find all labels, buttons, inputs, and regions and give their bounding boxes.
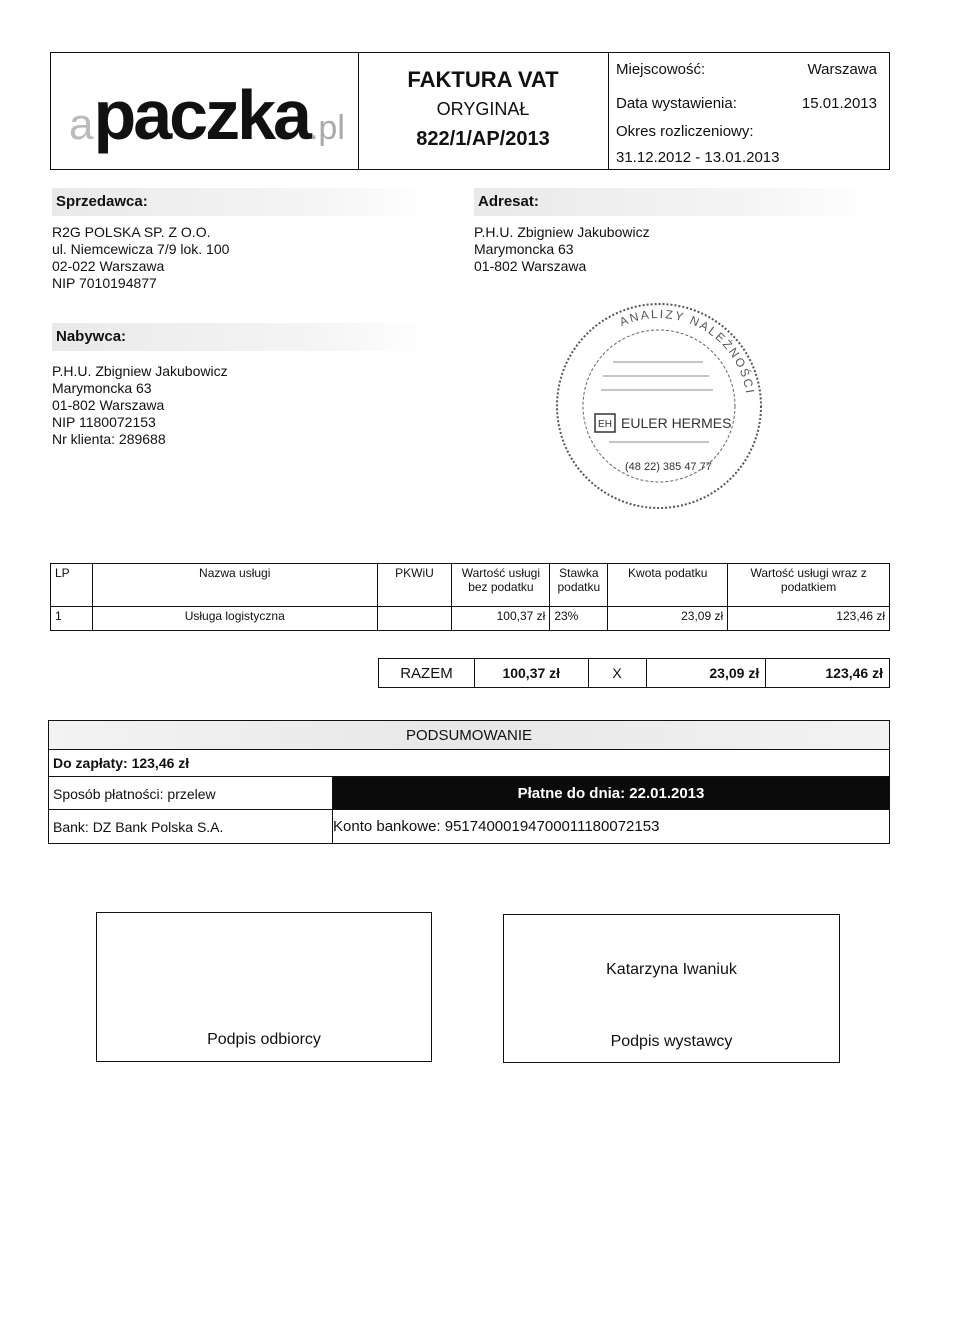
- paczka-logo: apaczka.pl: [69, 76, 345, 154]
- totals-rate: X: [588, 659, 646, 688]
- bank-name: Bank: DZ Bank Polska S.A.: [53, 819, 224, 835]
- seller-line: 02-022 Warszawa: [52, 258, 165, 274]
- seller-line: R2G POLSKA SP. Z O.O.: [52, 224, 211, 240]
- due-date-banner: [332, 777, 889, 809]
- svg-text:ANALIZY NALEŻNOŚCI: [617, 307, 757, 396]
- col-header-gross: Wartość usługi wraz z podatkiem: [728, 564, 890, 607]
- col-header-name: Nazwa usługi: [92, 564, 377, 607]
- stamp-ring-text: ANALIZY NALEŻNOŚCI: [617, 306, 758, 396]
- buyer-line: Marymoncka 63: [52, 380, 152, 396]
- items-header-row: [51, 564, 890, 607]
- addressee-line: P.H.U. Zbigniew Jakubowicz: [474, 224, 650, 240]
- totals-tax: 23,09 zł: [646, 659, 766, 688]
- buyer-label: Nabywca:: [52, 323, 432, 351]
- to-pay-amount: Do zapłaty: 123,46 zł: [53, 755, 190, 771]
- seller-line: NIP 7010194877: [52, 275, 157, 291]
- receiver-signature-box: [96, 912, 432, 1062]
- summary-grid: [48, 749, 890, 844]
- stamp-phone: (48 22) 385 47 77: [625, 461, 712, 473]
- cell-tax: 23,09 zł: [608, 607, 728, 631]
- seller-address: [52, 224, 432, 292]
- to-pay-row: [48, 749, 890, 777]
- logo-cell: [51, 53, 359, 169]
- buyer-block: [52, 323, 432, 448]
- issuer-name: Katarzyna Iwaniuk: [606, 961, 737, 978]
- totals-label: RAZEM: [379, 659, 475, 688]
- issue-date-label: Data wystawienia:: [616, 95, 737, 112]
- account-cell: [332, 810, 889, 843]
- company-stamp: [553, 300, 765, 512]
- payment-method: Sposób płatności: przelew: [53, 786, 216, 802]
- buyer-address: [52, 363, 432, 448]
- issue-date-value: 15.01.2013: [801, 95, 877, 112]
- cell-pkwiu: [377, 607, 452, 631]
- totals-net: 100,37 zł: [474, 659, 588, 688]
- col-header-lp: LP: [51, 564, 93, 607]
- buyer-line: P.H.U. Zbigniew Jakubowicz: [52, 363, 228, 379]
- addressee-address: [474, 224, 874, 275]
- totals-gross: 123,46 zł: [766, 659, 890, 688]
- due-date-text: Płatne do dnia: 22.01.2013: [517, 785, 705, 802]
- invoice-header: [50, 52, 890, 170]
- table-row: [51, 607, 890, 631]
- issuer-signature-box: [503, 914, 840, 1063]
- invoice-number: 822/1/AP/2013: [416, 128, 550, 150]
- totals-row: [379, 659, 890, 688]
- meta-cell: [608, 53, 889, 169]
- summary-title: PODSUMOWANIE: [405, 727, 533, 744]
- buyer-line: 01-802 Warszawa: [52, 397, 165, 413]
- bank-account: Konto bankowe: 95174000194700011180072153: [333, 818, 660, 835]
- period-value: 31.12.2012 - 13.01.2013: [616, 149, 780, 166]
- payment-row: [48, 776, 890, 810]
- seller-label: Sprzedawca:: [52, 188, 432, 216]
- bank-row: [48, 809, 890, 844]
- addressee-line: 01-802 Warszawa: [474, 258, 587, 274]
- cell-name: Usługa logistyczna: [92, 607, 377, 631]
- addressee-line: Marymoncka 63: [474, 241, 574, 257]
- summary-section: [48, 720, 890, 844]
- addressee-block: [474, 188, 874, 275]
- seller-block: [52, 188, 432, 292]
- receiver-signature-label: Podpis odbiorcy: [207, 1031, 321, 1048]
- issue-date-row: [616, 95, 877, 112]
- period-label: Okres rozliczeniowy:: [616, 123, 754, 140]
- document-copy-type: ORYGINAŁ: [436, 99, 530, 119]
- issuer-signature-label: Podpis wystawcy: [610, 1033, 733, 1050]
- col-header-net: Wartość usługi bez podatku: [452, 564, 550, 607]
- addressee-label: Adresat:: [474, 188, 874, 216]
- buyer-line: NIP 1180072153: [52, 414, 156, 430]
- seller-line: ul. Niemcewicza 7/9 lok. 100: [52, 241, 230, 257]
- buyer-line: Nr klienta: 289688: [52, 431, 166, 447]
- document-title: FAKTURA VAT: [407, 67, 559, 92]
- summary-header: [48, 720, 890, 750]
- col-header-rate: Stawka podatku: [550, 564, 608, 607]
- cell-gross: 123,46 zł: [728, 607, 890, 631]
- cell-net: 100,37 zł: [452, 607, 550, 631]
- cell-rate: 23%: [550, 607, 608, 631]
- cell-lp: 1: [51, 607, 93, 631]
- place-row: [616, 61, 877, 78]
- col-header-pkwiu: PKWiU: [377, 564, 452, 607]
- stamp-eh-mark: EH: [598, 419, 612, 430]
- title-cell: [358, 53, 609, 169]
- place-label: Miejscowość:: [616, 61, 706, 78]
- totals-table: [378, 658, 890, 688]
- stamp-brand: EULER HERMES: [621, 415, 732, 431]
- place-value: Warszawa: [807, 61, 877, 78]
- col-header-tax: Kwota podatku: [608, 564, 728, 607]
- items-table: [50, 563, 890, 631]
